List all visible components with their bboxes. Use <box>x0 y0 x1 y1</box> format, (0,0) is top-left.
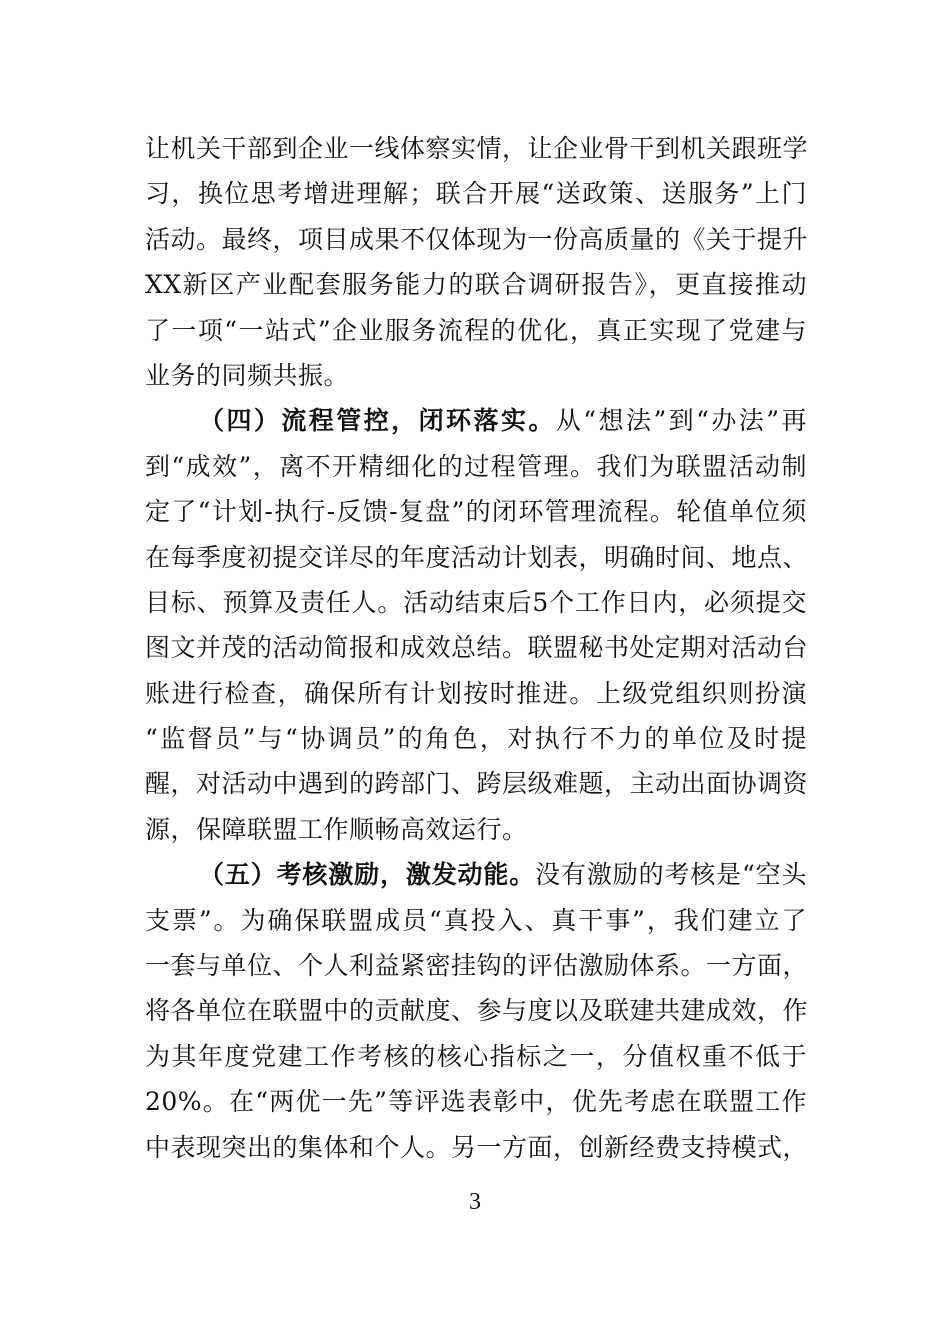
text-run: 从“想法”到“办法”再 <box>555 406 807 436</box>
text-line: 目标、预算及责任人。活动结束后5个工作日内，必须提交 <box>145 587 807 617</box>
text-line: 源，保障联盟工作顺畅高效运行。 <box>145 814 528 844</box>
paragraph-process-control <box>145 398 807 852</box>
text-line <box>145 398 807 443</box>
section-heading-5: （五）考核激励，激发动能。 <box>199 860 536 890</box>
text-line: 账进行检查，确保所有计划按时推进。上级党组织则扮演 <box>145 678 807 708</box>
text-run: 没有激励的考核是“空头 <box>535 860 807 890</box>
text-line: 定了“计划-执行-反馈-复盘”的闭环管理流程。轮值单位须 <box>145 497 807 527</box>
body-text <box>145 126 807 1170</box>
text-line: 20%。在“两优一先”等评选表彰中，优先考虑在联盟工作 <box>145 1087 807 1117</box>
paragraph-assessment-incentive <box>145 852 807 1170</box>
text-line: 为其年度党建工作考核的核心指标之一，分值权重不低于 <box>145 1041 807 1071</box>
section-heading-4: （四）流程管控，闭环落实。 <box>199 406 556 436</box>
text-line <box>145 852 807 897</box>
text-line: 业务的同频共振。 <box>145 360 350 390</box>
text-line: 将各单位在联盟中的贡献度、参与度以及联建共建成效，作 <box>145 996 809 1026</box>
text-line: 一套与单位、个人利益紧密挂钩的评估激励体系。一方面， <box>145 951 809 981</box>
text-line: 活动。最终，项目成果不仅体现为一份高质量的《关于提升 <box>145 224 809 254</box>
text-line: 了一项“一站式”企业服务流程的优化，真正实现了党建与 <box>145 315 807 345</box>
text-line: 支票”。为确保联盟成员“真投入、真干事”，我们建立了 <box>145 905 807 935</box>
text-line: XX新区产业配套服务能力的联合调研报告》，更直接推动 <box>145 270 807 300</box>
text-line: 习，换位思考增进理解；联合开展“送政策、送服务”上门 <box>145 179 807 209</box>
text-line: 图文并茂的活动简报和成效总结。联盟秘书处定期对活动台 <box>145 633 809 663</box>
text-line: 醒，对活动中遇到的跨部门、跨层级难题，主动出面协调资 <box>145 769 809 799</box>
page-number: 3 <box>469 1189 481 1215</box>
text-line: 让机关干部到企业一线体察实情，让企业骨干到机关跟班学 <box>145 134 809 163</box>
text-line: 在每季度初提交详尽的年度活动计划表，明确时间、地点、 <box>145 542 809 572</box>
text-line: 到“成效”，离不开精细化的过程管理。我们为联盟活动制 <box>145 451 807 481</box>
text-line: 中表现突出的集体和个人。另一方面，创新经费支持模式， <box>145 1132 809 1162</box>
paragraph-continuation <box>145 126 807 398</box>
text-line: “监督员”与“协调员”的角色，对执行不力的单位及时提 <box>145 724 807 754</box>
